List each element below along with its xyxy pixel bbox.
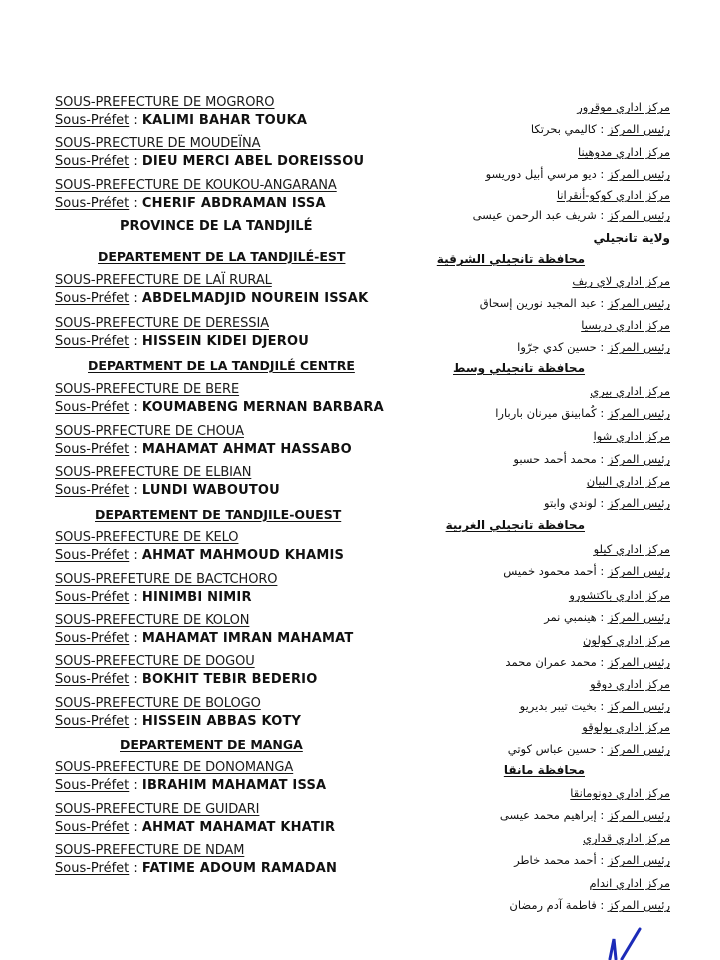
markaz-idari-title: مركز اداري بولوقو: [582, 720, 670, 734]
sous-prefet-name: IBRAHIM MAHAMAT ISSA: [141, 778, 327, 793]
sous-prefet-line: [55, 861, 337, 876]
sous-prefecture-title: SOUS-PREFECTURE DE DONOMANGA: [55, 760, 294, 775]
markaz-idari-title: مركز اداري شوا: [593, 429, 670, 443]
sous-prefet-line: [55, 442, 352, 457]
sous-prefet-line: [55, 154, 364, 169]
separator: :: [596, 296, 608, 310]
rais-markaz-label: رئيس المركز: [607, 167, 670, 181]
department-heading-ar: محافظة تانجيلي الغربية: [445, 518, 585, 532]
rais-markaz-line: [508, 742, 670, 756]
rais-markaz-name: أحمد محمود خميس: [503, 564, 597, 578]
sous-prefet-line: [55, 778, 326, 793]
province-heading-ar: ولاية تانجيلي: [593, 231, 670, 245]
sous-prefecture-title: SOUS-PREFECTURE DE ELBIAN: [55, 465, 252, 480]
separator: :: [129, 672, 142, 687]
sous-prefet-line: [55, 400, 384, 415]
sous-prefet-label: Sous-Préfet: [55, 291, 130, 306]
sous-prefet-name: HISSEIN ABBAS KOTY: [141, 714, 302, 729]
province-heading: PROVINCE DE LA TANDJILÉ: [120, 219, 313, 234]
rais-markaz-line: [480, 296, 670, 310]
markaz-idari-title: مركز اداري دونومانقا: [570, 786, 670, 800]
department-heading-ar: محافظة تانجيلي الشرقية: [436, 252, 585, 266]
rais-markaz-line: [544, 610, 670, 624]
rais-markaz-label: رئيس المركز: [607, 296, 670, 310]
separator: :: [596, 167, 608, 181]
sous-prefet-line: [55, 590, 252, 605]
rais-markaz-name: عبد المجيد نورين إسحاق: [479, 296, 597, 310]
markaz-idari-title: مركز اداري كولون: [582, 633, 670, 647]
department-heading: DEPARTEMENT DE TANDJILE-OUEST: [95, 507, 342, 522]
separator: :: [596, 699, 608, 713]
sous-prefet-line: [55, 714, 301, 729]
sous-prefet-label: Sous-Préfet: [55, 442, 130, 457]
department-heading: DEPARTEMENT DE LA TANDJILÉ-EST: [98, 249, 346, 264]
sous-prefet-name: DIEU MERCI ABEL DOREISSOU: [141, 154, 365, 169]
rais-markaz-line: [495, 406, 670, 420]
sous-prefet-name: HINIMBI NIMIR: [141, 590, 252, 605]
sous-prefet-label: Sous-Préfet: [55, 334, 130, 349]
markaz-idari-title: مركز اداري البيان: [586, 474, 670, 488]
separator: :: [596, 122, 608, 136]
sous-prefet-name: AHMAT MAHMOUD KHAMIS: [141, 548, 345, 563]
rais-markaz-label: رئيس المركز: [607, 808, 670, 822]
separator: :: [596, 898, 608, 912]
sous-prefecture-title: SOUS-PREFECTURE DE DERESSIA: [55, 316, 269, 331]
rais-markaz-name: ديو مرسي أبيل دوريسو: [485, 167, 597, 181]
sous-prefet-label: Sous-Préfet: [55, 778, 130, 793]
sous-prefet-label: Sous-Préfet: [55, 590, 130, 605]
markaz-idari-title: مركز اداري دوقو: [590, 677, 670, 691]
markaz-idari-title: مركز اداري كوكو-أنقرانا: [556, 188, 670, 202]
separator: :: [129, 631, 142, 646]
sous-prefet-name: FATIME ADOUM RAMADAN: [141, 861, 338, 876]
sous-prefet-line: [55, 334, 309, 349]
sous-prefecture-title: SOUS-PREFECTURE DE NDAM: [55, 843, 245, 858]
sous-prefet-line: [55, 483, 280, 498]
rais-markaz-name: أحمد محمد خاطر: [514, 853, 597, 867]
department-heading-ar: محافظة تانجيلي وسط: [453, 361, 585, 375]
separator: :: [596, 406, 608, 420]
sous-prefet-name: LUNDI WABOUTOU: [141, 483, 280, 498]
separator: :: [596, 655, 608, 669]
separator: :: [129, 778, 142, 793]
sous-prefet-name: HISSEIN KIDEI DJEROU: [141, 334, 309, 349]
sous-prefecture-title: SOUS-PREFECTURE DE BERE: [55, 382, 240, 397]
sous-prefet-line: [55, 196, 326, 211]
separator: :: [596, 808, 608, 822]
markaz-idari-title: مركز اداري كيلو: [593, 542, 670, 556]
sous-prefet-label: Sous-Préfet: [55, 154, 130, 169]
separator: :: [596, 340, 608, 354]
markaz-idari-title: مركز اداري اندام: [589, 876, 670, 890]
markaz-idari-title: مركز اداري قداري: [583, 831, 670, 845]
rais-markaz-line: [517, 340, 670, 354]
separator: :: [129, 861, 142, 876]
separator: :: [596, 564, 608, 578]
rais-markaz-label: رئيس المركز: [607, 610, 670, 624]
sous-prefet-name: KOUMABENG MERNAN BARBARA: [141, 400, 384, 415]
sous-prefecture-title: SOUS-PREFECTURE DE DOGOU: [55, 654, 255, 669]
department-heading-ar: محافظة مانقا: [503, 763, 585, 777]
sous-prefecture-title: SOUS-PREFECTURE DE MOGRORO: [55, 95, 275, 110]
sous-prefet-name: ABDELMADJID NOUREIN ISSAK: [141, 291, 369, 306]
sous-prefet-label: Sous-Préfet: [55, 714, 130, 729]
sous-prefet-label: Sous-Préfet: [55, 548, 130, 563]
rais-markaz-name: إبراهيم محمد عيسى: [499, 808, 597, 822]
separator: :: [129, 483, 142, 498]
separator: :: [129, 820, 142, 835]
rais-markaz-line: [513, 452, 670, 466]
markaz-idari-title: مركز اداري دريسيا: [581, 318, 670, 332]
sous-prefecture-title: SOUS-PREFETURE DE BACTCHORO: [55, 572, 278, 587]
rais-markaz-name: كُمابينق ميرنان باربارا: [495, 406, 597, 420]
sous-prefet-label: Sous-Préfet: [55, 113, 130, 128]
sous-prefet-name: KALIMI BAHAR TOUKA: [141, 113, 308, 128]
signature-mark: [600, 925, 660, 960]
separator: :: [129, 334, 142, 349]
rais-markaz-label: رئيس المركز: [607, 699, 670, 713]
separator: :: [129, 442, 142, 457]
rais-markaz-label: رئيس المركز: [607, 452, 670, 466]
separator: :: [596, 452, 608, 466]
sous-prefet-label: Sous-Préfet: [55, 483, 130, 498]
sous-prefet-name: AHMAT MAHAMAT KHATIR: [141, 820, 336, 835]
separator: :: [596, 742, 608, 756]
rais-markaz-line: [544, 496, 670, 510]
rais-markaz-label: رئيس المركز: [607, 853, 670, 867]
markaz-idari-title: مركز اداري لاي ريف: [572, 274, 670, 288]
rais-markaz-name: بخيت تيبر بديريو: [519, 699, 597, 713]
rais-markaz-label: رئيس المركز: [607, 655, 670, 669]
sous-prefecture-title: SOUS-PREFECTURE DE LAÏ RURAL: [55, 273, 272, 288]
sous-prefet-label: Sous-Préfet: [55, 672, 130, 687]
rais-markaz-line: [486, 167, 670, 181]
separator: :: [596, 496, 608, 510]
sous-prefet-line: [55, 820, 335, 835]
separator: :: [129, 113, 142, 128]
sous-prefecture-title: SOUS-PREFECTURE DE KOLON: [55, 613, 250, 628]
sous-prefet-label: Sous-Préfet: [55, 861, 130, 876]
rais-markaz-line: [500, 808, 670, 822]
rais-markaz-label: رئيس المركز: [607, 208, 670, 222]
markaz-idari-title: مركز اداري موقرور: [577, 100, 670, 114]
separator: :: [129, 196, 142, 211]
rais-markaz-name: حسين كدي جرّوا: [517, 340, 597, 354]
sous-prefecture-title: SOUS-PRECTURE DE MOUDEÏNA: [55, 136, 261, 151]
sous-prefet-label: Sous-Préfet: [55, 400, 130, 415]
sous-prefet-line: [55, 291, 368, 306]
sous-prefet-label: Sous-Préfet: [55, 631, 130, 646]
sous-prefet-name: MAHAMAT AHMAT HASSABO: [141, 442, 352, 457]
rais-markaz-line: [520, 699, 670, 713]
separator: :: [129, 400, 142, 415]
rais-markaz-label: رئيس المركز: [607, 406, 670, 420]
sous-prefet-name: MAHAMAT IMRAN MAHAMAT: [141, 631, 354, 646]
sous-prefecture-title: SOUS-PRFECTURE DE CHOUA: [55, 424, 244, 439]
separator: :: [129, 154, 142, 169]
rais-markaz-name: هينمبي نمر: [544, 610, 597, 624]
sous-prefecture-title: SOUS-PREFECTURE DE GUIDARI: [55, 802, 260, 817]
rais-markaz-name: محمد عمران محمد: [505, 655, 597, 669]
sous-prefet-label: Sous-Préfet: [55, 196, 130, 211]
sous-prefet-line: [55, 548, 344, 563]
markaz-idari-title: مركز اداري باكتشورو: [569, 588, 670, 602]
markaz-idari-title: مركز اداري مدوهينا: [578, 145, 670, 159]
rais-markaz-label: رئيس المركز: [607, 496, 670, 510]
sous-prefet-line: [55, 113, 307, 128]
sous-prefecture-title: SOUS-PREFECTURE DE KOUKOU-ANGARANA: [55, 178, 337, 193]
rais-markaz-name: حسين عباس كوتي: [507, 742, 597, 756]
rais-markaz-label: رئيس المركز: [607, 340, 670, 354]
sous-prefet-name: BOKHIT TEBIR BEDERIO: [141, 672, 318, 687]
separator: :: [596, 208, 608, 222]
rais-markaz-name: لوندي وابتو: [544, 496, 597, 510]
department-heading: DEPARTMENT DE LA TANDJILÉ CENTRE: [88, 358, 355, 373]
rais-markaz-name: شريف عبد الرحمن عيسى: [472, 208, 597, 222]
sous-prefecture-title: SOUS-PREFECTURE DE BOLOGO: [55, 696, 261, 711]
rais-markaz-line: [531, 122, 670, 136]
separator: :: [129, 548, 142, 563]
rais-markaz-line: [514, 853, 670, 867]
rais-markaz-label: رئيس المركز: [607, 122, 670, 136]
rais-markaz-name: كاليمي بحرتكا: [530, 122, 597, 136]
rais-markaz-label: رئيس المركز: [607, 564, 670, 578]
sous-prefecture-title: SOUS-PREFECTURE DE KELO: [55, 530, 239, 545]
sous-prefet-line: [55, 631, 353, 646]
rais-markaz-line: [505, 655, 670, 669]
separator: :: [129, 714, 142, 729]
rais-markaz-line: [503, 564, 670, 578]
rais-markaz-name: فاطمة آدم رمضان: [509, 898, 597, 912]
rais-markaz-line: [473, 208, 670, 222]
separator: :: [596, 853, 608, 867]
separator: :: [129, 291, 142, 306]
sous-prefet-name: CHERIF ABDRAMAN ISSA: [141, 196, 326, 211]
sous-prefet-line: [55, 672, 317, 687]
sous-prefet-label: Sous-Préfet: [55, 820, 130, 835]
rais-markaz-line: [509, 898, 670, 912]
rais-markaz-label: رئيس المركز: [607, 898, 670, 912]
separator: :: [129, 590, 142, 605]
department-heading: DEPARTEMENT DE MANGA: [120, 737, 303, 752]
markaz-idari-title: مركز اداري بيري: [590, 384, 670, 398]
rais-markaz-label: رئيس المركز: [607, 742, 670, 756]
separator: :: [596, 610, 608, 624]
rais-markaz-name: محمد أحمد حسبو: [513, 452, 597, 466]
